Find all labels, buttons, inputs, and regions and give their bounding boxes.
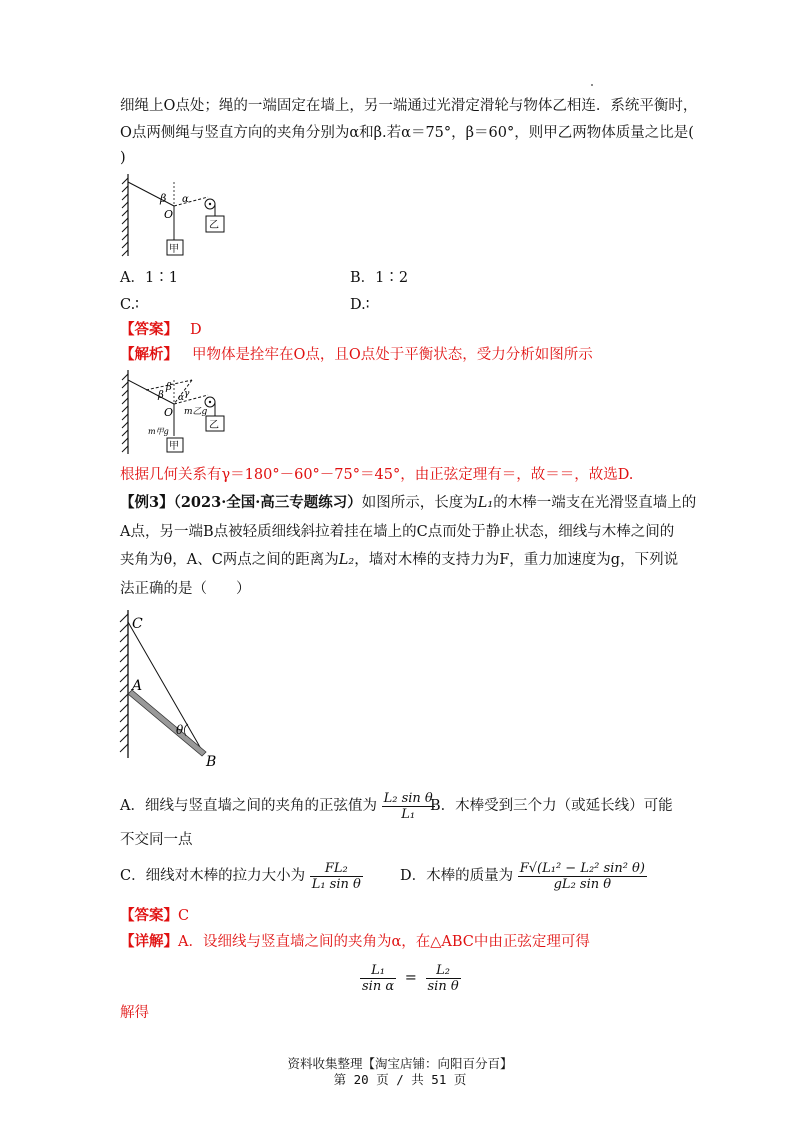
- p2-option-a: [120, 786, 435, 826]
- p2-L1: L₁: [477, 495, 494, 511]
- fig3-theta: θ: [176, 723, 184, 737]
- p2-L2: L₂: [338, 552, 355, 568]
- p2-answer: [120, 906, 189, 926]
- eq-right-num: L₂: [426, 963, 461, 979]
- p2-option-b-cont: 不交同一点: [120, 832, 193, 848]
- fig2-alpha: α: [178, 393, 185, 403]
- p1-answer-tag: 【答案】: [120, 321, 178, 338]
- p2-line3-b: ，墙对木棒的支持力为F，重力加速度为g，下列说: [354, 552, 679, 568]
- p2-detail: [120, 932, 590, 952]
- figure-rope-pulley: [118, 172, 238, 264]
- p2-option-d: [400, 856, 647, 896]
- p2-option-a-num: L₂ sin θ: [383, 790, 433, 806]
- wall-hatch-3: [120, 610, 128, 758]
- p2-source: （2023·全国·高三专题练习）: [173, 494, 362, 511]
- eq-right-frac: [426, 963, 461, 994]
- eq-left-den: sin α: [362, 978, 395, 994]
- p1-conclusion: 根据几何关系有γ＝180°－60°－75°＝45°，由正弦定理有＝，故＝＝，故选D.: [120, 467, 634, 483]
- footer-page-number: 第 20 页 / 共 51 页: [333, 1072, 467, 1087]
- p2-line4: 法正确的是（ ）: [120, 581, 251, 597]
- p2-option-a-den: L₁: [401, 806, 416, 822]
- p2-line3-a: 夹角为θ，A、C两点之间的距离为: [120, 552, 339, 568]
- figure-force-analysis: [118, 368, 238, 462]
- p2-option-d-num: F√(L₁² − L₂² sin² θ): [519, 860, 645, 876]
- p1-line2: O点两侧绳与竖直方向的夹角分别为α和β.若α＝75°，β＝60°，则甲乙两物体质量之比是(: [120, 125, 694, 141]
- fig2-o: O: [164, 406, 174, 419]
- p1-line1: 细绳上O点处；绳的一端固定在墙上，另一端通过光滑定滑轮与物体乙相连．系统平衡时，: [120, 98, 698, 114]
- p2-option-a-frac: [382, 791, 435, 822]
- p2-line1: [120, 493, 696, 513]
- p2-answer-tag: 【答案】: [120, 907, 178, 924]
- eq-left-frac: [360, 963, 396, 994]
- p2-option-a-text: A．细线与竖直墙之间的夹角的正弦值为: [120, 798, 377, 814]
- fig3-a: A: [132, 678, 143, 694]
- fig1-o: O: [164, 208, 174, 221]
- p1-analysis-text: 甲物体是拴牢在O点，且O点处于平衡状态，受力分析如图所示: [192, 347, 593, 363]
- p2-option-d-frac: [518, 861, 647, 892]
- p2-line3: [120, 550, 678, 570]
- fig3-b: B: [206, 754, 217, 770]
- p2-option-d-den: gL₂ sin θ: [553, 876, 612, 892]
- p2-option-c-frac: [310, 861, 363, 892]
- fig3-c: C: [132, 616, 143, 632]
- fig2-m-yi-g: m乙g: [184, 407, 208, 417]
- footer-source: 资料收集整理【淘宝店铺：向阳百分百】: [287, 1056, 513, 1071]
- fig1-yi: 乙: [209, 220, 219, 231]
- p2-line1-a: 如图所示，长度为: [361, 495, 478, 511]
- p2-option-c: [120, 856, 363, 896]
- p2-option-b: B．木棒受到三个力（或延长线）可能: [430, 798, 673, 814]
- fig2-jia: 甲: [169, 441, 179, 452]
- p2-line2: A点，另一端B点被轻质细线斜拉着挂在墙上的C点而处于静止状态，细线与木棒之间的: [120, 524, 675, 540]
- p1-option-a: A．1∶1: [120, 270, 178, 286]
- eq-left-num: L₁: [360, 963, 396, 979]
- p1-line3: ): [120, 150, 126, 166]
- eq-right-den: sin θ: [427, 978, 459, 994]
- p2-detail-tag: 【详解】: [120, 933, 178, 950]
- fig2-beta2: β: [158, 390, 164, 401]
- p2-equation: [360, 958, 461, 998]
- p2-tag: 【例3】: [120, 494, 174, 511]
- p1-analysis-tag: 【解析】: [120, 346, 178, 363]
- p2-jiede: 解得: [120, 1005, 149, 1021]
- p2-option-c-den: L₁ sin θ: [311, 876, 361, 892]
- p1-option-c: C.∶: [120, 297, 139, 313]
- p2-option-c-text: C．细线对木棒的拉力大小为: [120, 868, 306, 884]
- p1-answer-value: D: [190, 322, 202, 338]
- p2-detail-text: A．设细线与竖直墙之间的夹角为α，在△ABC中由正弦定理可得: [178, 934, 590, 950]
- fig1-beta: β: [160, 192, 167, 205]
- stray-dot: [591, 84, 593, 86]
- eq-equals: =: [404, 970, 417, 986]
- wall-hatch-2: [122, 370, 128, 454]
- p1-option-d: D.∶: [350, 297, 370, 313]
- fig1-alpha: α: [182, 194, 189, 205]
- p2-option-c-num: FL₂: [310, 861, 363, 877]
- p2-line1-b: 的木棒一端支在光滑竖直墙上的: [493, 495, 697, 511]
- fig1-jia: 甲: [169, 244, 179, 255]
- fig2-gamma: γ: [184, 389, 190, 399]
- fig2-beta: β: [166, 382, 172, 393]
- p2-answer-value: C: [178, 908, 190, 924]
- p1-option-b: B．1∶2: [350, 270, 409, 286]
- fig2-yi: 乙: [209, 420, 219, 431]
- figure-rod-wall: [112, 608, 222, 776]
- p2-option-d-text: D．木棒的质量为: [400, 868, 514, 884]
- fig2-m-jia-g: m甲g: [148, 427, 169, 436]
- wall-hatch: [122, 174, 128, 256]
